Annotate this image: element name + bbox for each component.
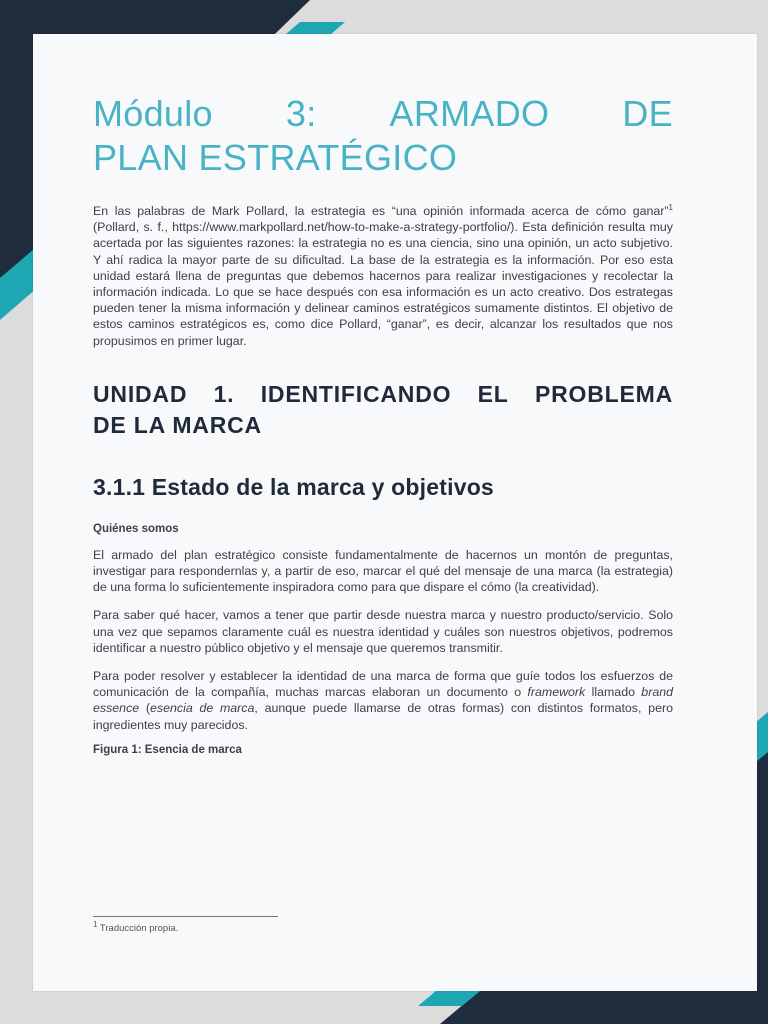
intro-text-start: En las palabras de Mark Pollard, la estrategia es “una opinión informada acerca de cómo ganar” xyxy=(93,204,669,218)
unit-title-word: 1. xyxy=(213,380,235,407)
intro-paragraph xyxy=(93,203,673,349)
module-title xyxy=(93,92,673,180)
module-title-word: 3: xyxy=(285,93,317,134)
unit-title-word: UNIDAD xyxy=(93,380,188,407)
footnote-number: 1 xyxy=(93,919,98,929)
module-title-line-2: PLAN ESTRATÉGICO xyxy=(93,137,458,178)
paragraph-3-text: llamado xyxy=(585,685,642,700)
module-title-line-1 xyxy=(93,92,673,136)
term-framework: framework xyxy=(527,685,586,700)
unit-title-word: IDENTIFICANDO xyxy=(260,380,452,407)
unit-title-word: EL xyxy=(477,380,509,407)
subsection-title: Quiénes somos xyxy=(93,522,179,535)
unit-title-line-2: DE LA MARCA xyxy=(93,411,262,438)
unit-title-line-1 xyxy=(93,379,673,410)
term-esencia-de-marca: esencia de marca xyxy=(150,701,255,716)
paragraph-3-text: ( xyxy=(139,701,151,716)
section-title: 3.1.1 Estado de la marca y objetivos xyxy=(93,473,494,500)
footnote-separator xyxy=(93,916,278,917)
module-title-word: ARMADO xyxy=(389,93,550,134)
module-title-word: Módulo xyxy=(93,93,213,134)
term-brand-essence: brand essence xyxy=(93,685,673,716)
document-page xyxy=(33,34,757,991)
body-paragraph-2: Para saber qué hacer, vamos a tener que partir desde nuestra marca y nuestro producto/servicio. Solo una vez que sepamos claramente cuál es nuestra identidad y cuáles son nuestros objetivos, podremos identificar a nuestro público objetivo y el mensaje que queremos transmitir. xyxy=(93,608,673,655)
body-paragraph-1: El armado del plan estratégico consiste fundamentalmente de hacernos un montón de preguntas, investigar para respondernlas y, a partir de eso, marcar el qué del mensaje de una marca (la estrategia) de una forma lo suficientemente inspiradora como para que dispare el cómo (la creatividad). xyxy=(93,547,673,595)
footnote xyxy=(93,919,179,934)
unit-title-word: PROBLEMA xyxy=(534,380,673,407)
page-content xyxy=(93,92,673,758)
paragraph-3-text: Para poder resolver y establecer la identidad de una marca de forma que guíe todos los esfuerzos de comunicación de la compañía, muchas marcas elaboran un documento o xyxy=(93,669,673,700)
body-paragraph-3 xyxy=(93,668,673,733)
module-title-word: DE xyxy=(622,93,673,134)
intro-text-end: (Pollard, s. f., https://www.markpollard.net/how-to-make-a-strategy-portfolio/). Esta definición resulta muy acertada por las siguientes razones: la estrategia no es una ciencia, sino una opinión, un acto subjetivo. Y ahí radica la mayor parte de su dificultad. La base de la estrategia es la información. Por eso esta unidad estará llena de preguntas que debemos hacernos para realizar investigaciones y recolectar la información indicada. Lo que se hace después con esa información es un acto creativo. Dos estrategas pueden tener la misma información y delinear caminos estratégicos sumamente distintos. El objetivo de estos caminos estratégicos es, como dice Pollard, “ganar”, es decir, alcanzar los resultados que nos propusimos en primer lugar. xyxy=(93,220,673,348)
paragraph-3-text: , aunque puede llamarse de otras formas) con distintos formatos, pero ingredientes muy parecidos. xyxy=(93,701,673,732)
footnote-text: Traducción propia. xyxy=(97,923,179,934)
footnote-reference[interactable]: 1 xyxy=(668,202,673,212)
unit-title xyxy=(93,379,673,441)
figure-caption: Figura 1: Esencia de marca xyxy=(93,743,242,756)
